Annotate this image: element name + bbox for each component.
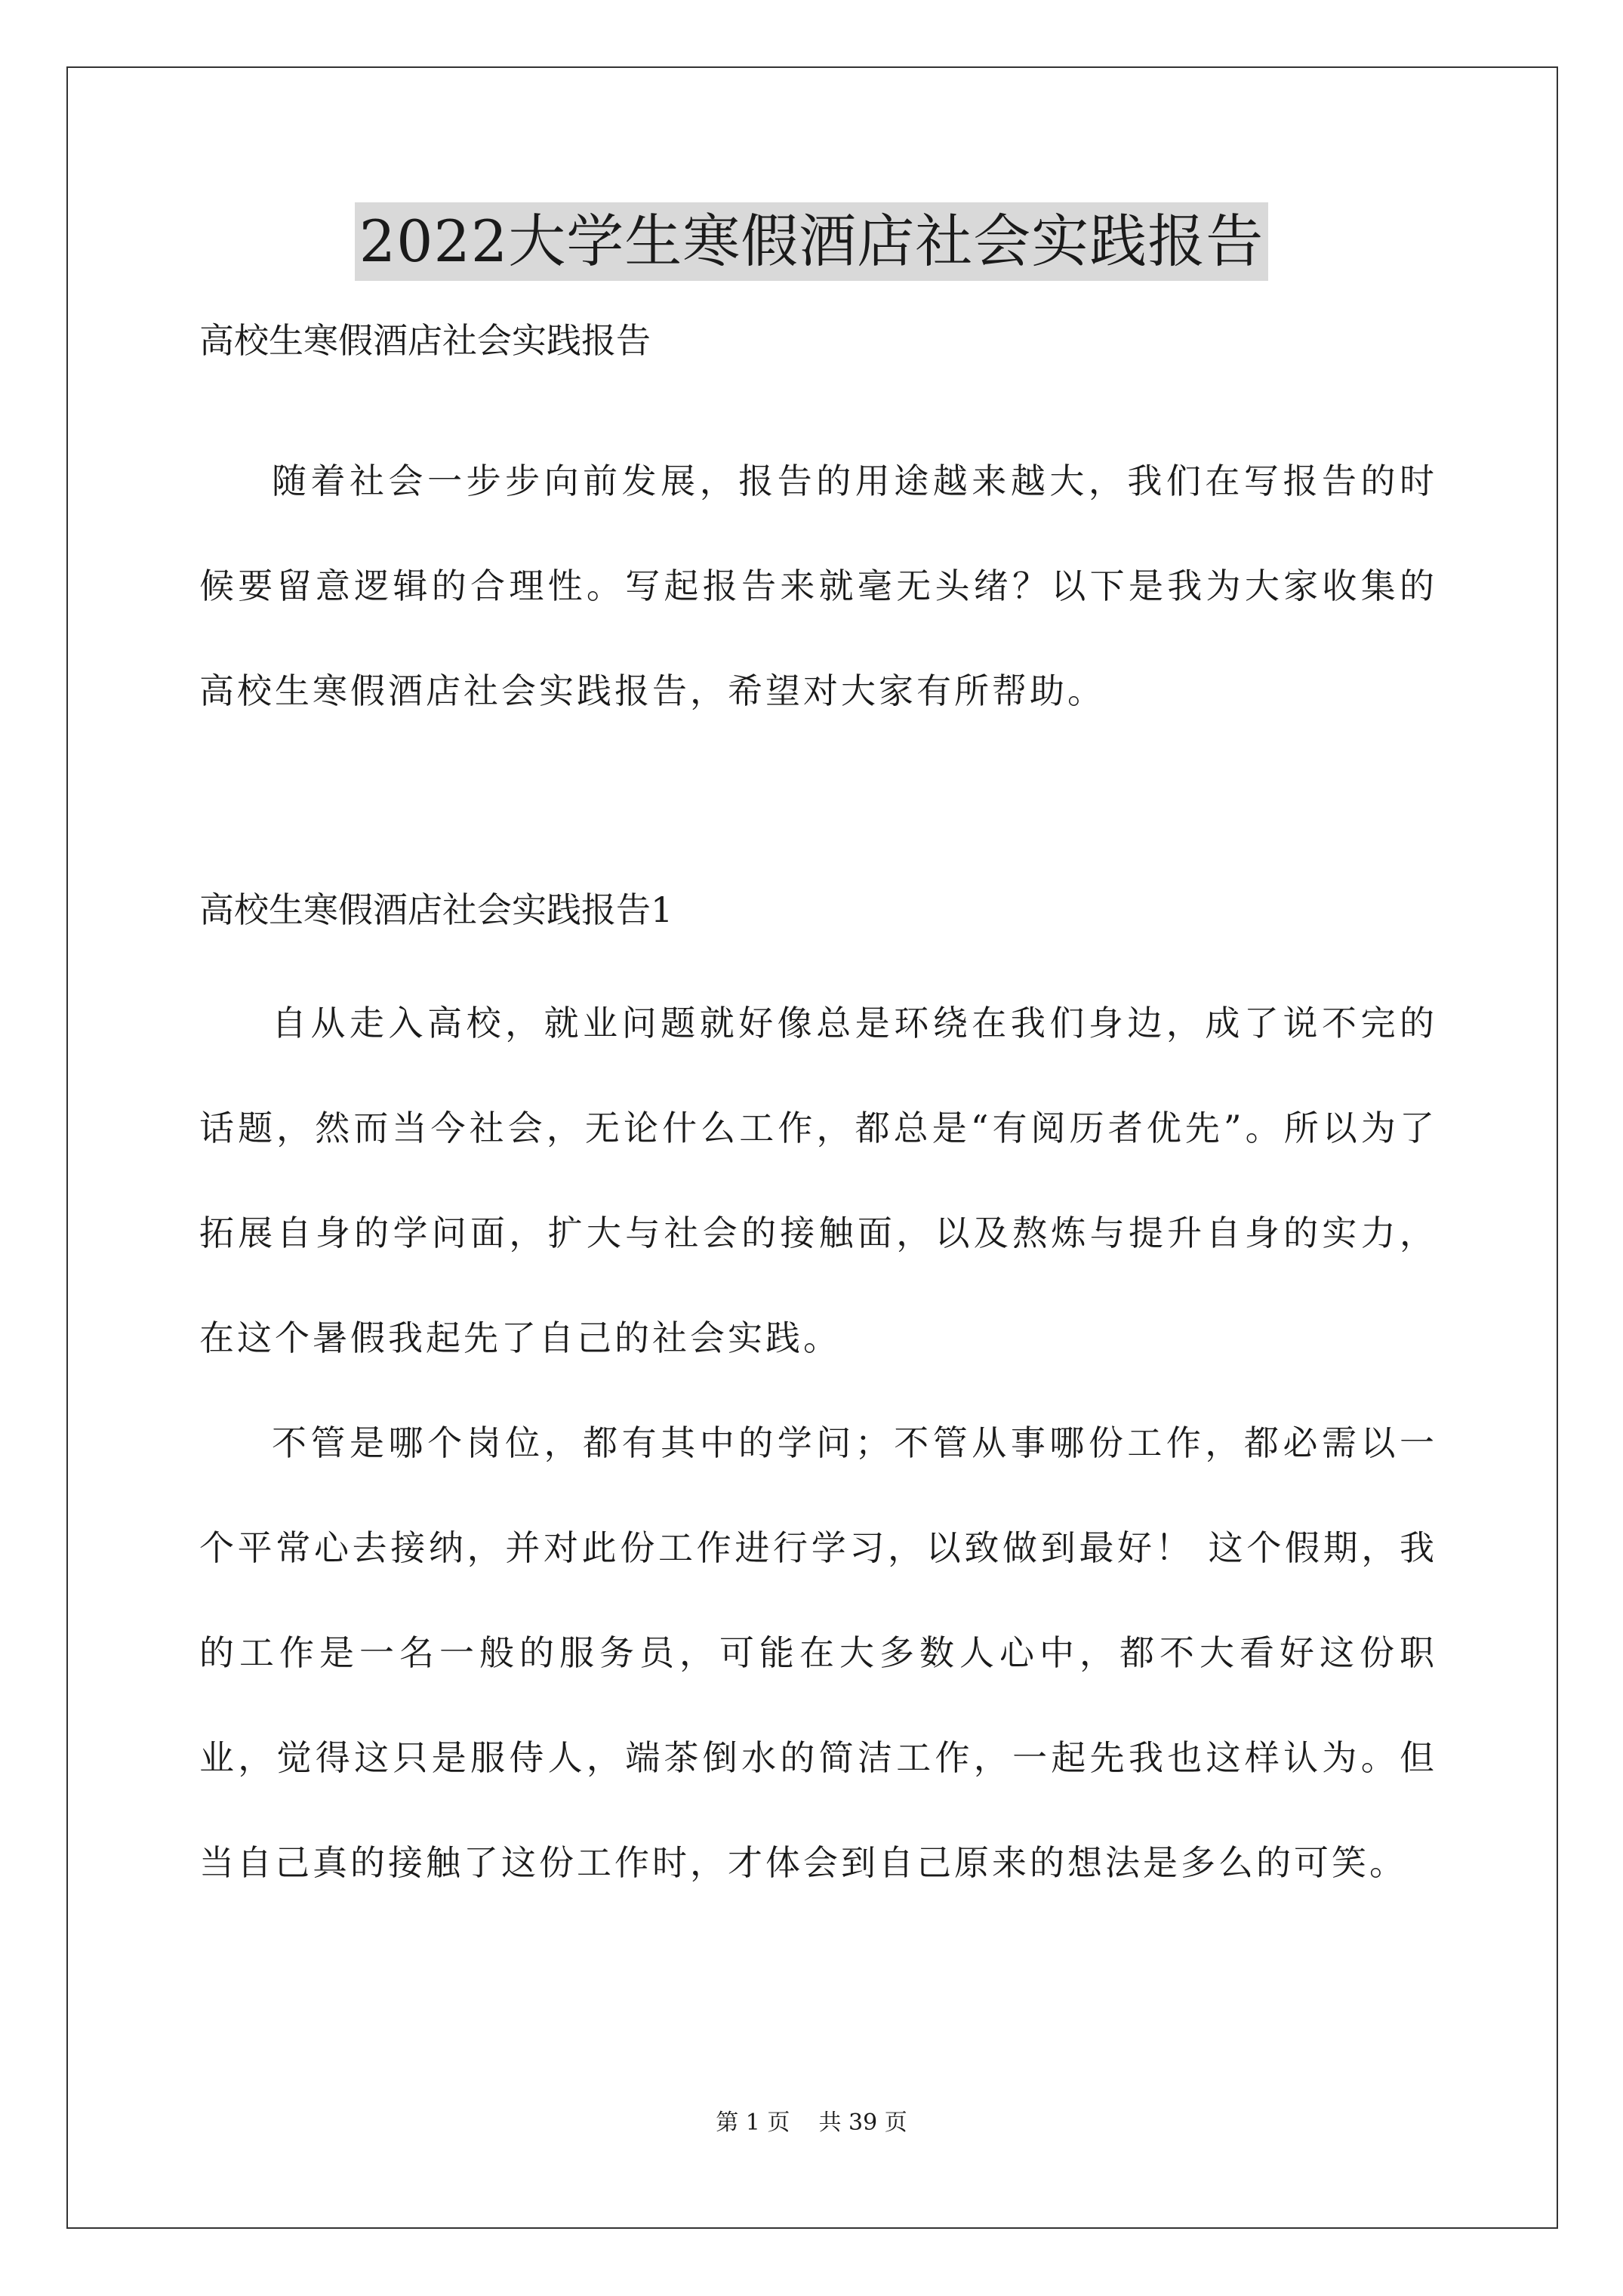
intro-section (199, 429, 1437, 744)
document-subtitle: 高校生寒假酒店社会实践报告 (199, 320, 651, 361)
body-paragraph-2: 不管是哪个岗位，都有其中的学问；不管从事哪份工作，都必需以一个平常心去接纳，并对此份工作进行学习，以致做到最好！ 这个假期，我的工作是一名一般的服务员，可能在大多数人心中，都不大看好这份职业，觉得这只是服侍人，端茶倒水的简洁工作，一起先我也这样认为。但当自己真的接触了这份工作时，才体会到自己原来的想法是多么的可笑。 (199, 1422, 1437, 1883)
body-paragraph-1: 自从走入高校，就业问题就好像总是环绕在我们身边，成了说不完的话题，然而当今社会，无论什么工作，都总是“有阅历者优先”。所以为了拓展自身的学问面，扩大与社会的接触面，以及熬炼与提升自身的实力，在这个暑假我起先了自己的社会实践。 (199, 1003, 1437, 1358)
page-footer: 第 1 页 共 39 页 (716, 2110, 907, 2136)
document-title (0, 202, 1623, 281)
section-heading: 高校生寒假酒店社会实践报告1 (199, 889, 673, 930)
document-title-text: 2022大学生寒假酒店社会实践报告 (355, 202, 1268, 281)
section-body (199, 971, 1437, 1915)
intro-paragraph: 随着社会一步步向前发展，报告的用途越来越大，我们在写报告的时候要留意逻辑的合理性。写起报告来就毫无头绪？以下是我为大家收集的高校生寒假酒店社会实践报告，希望对大家有所帮助。 (199, 461, 1437, 711)
